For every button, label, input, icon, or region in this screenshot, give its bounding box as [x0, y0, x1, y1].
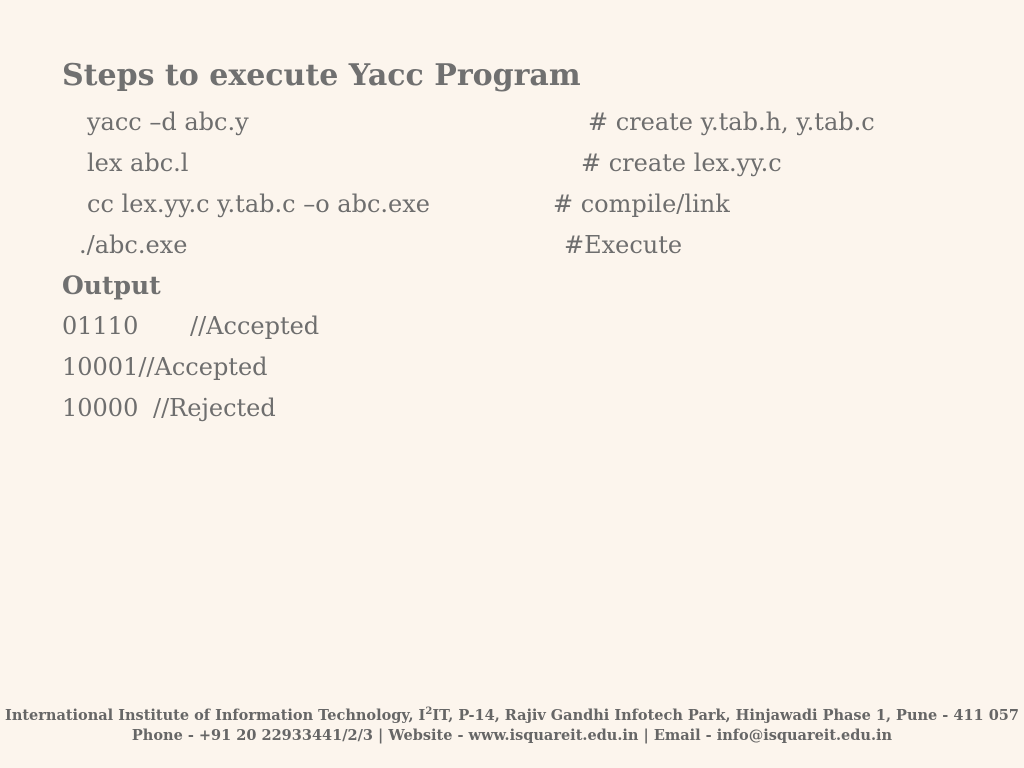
step-command: cc lex.yy.c y.tab.c –o abc.exe	[87, 190, 430, 218]
footer-address-part1: International Institute of Information Technology, I	[5, 706, 426, 724]
output-input: 10001//Accepted	[62, 353, 268, 381]
step-command: ./abc.exe	[79, 231, 188, 259]
footer-address	[0, 706, 1024, 724]
footer-superscript: 2	[425, 706, 433, 717]
output-input: 10000	[62, 394, 139, 422]
step-comment: # create lex.yy.c	[581, 149, 782, 177]
slide-title: Steps to execute Yacc Program	[62, 58, 581, 93]
footer-contact: Phone - +91 20 22933441/2/3 | Website - www.isquareit.edu.in | Email - info@isquareit.edu.in	[131, 727, 893, 744]
step-comment: # create y.tab.h, y.tab.c	[588, 108, 875, 136]
output-result: //Rejected	[153, 394, 276, 422]
output-input: 01110	[62, 312, 139, 340]
output-result: //Accepted	[190, 312, 320, 340]
step-command: yacc –d abc.y	[87, 108, 249, 136]
step-comment: # compile/link	[553, 190, 730, 218]
step-command: lex abc.l	[87, 149, 189, 177]
step-comment: #Execute	[564, 231, 683, 259]
output-heading: Output	[62, 271, 161, 300]
footer-address-part2: IT, P-14, Rajiv Gandhi Infotech Park, Hinjawadi Phase 1, Pune - 411 057	[432, 706, 1019, 724]
